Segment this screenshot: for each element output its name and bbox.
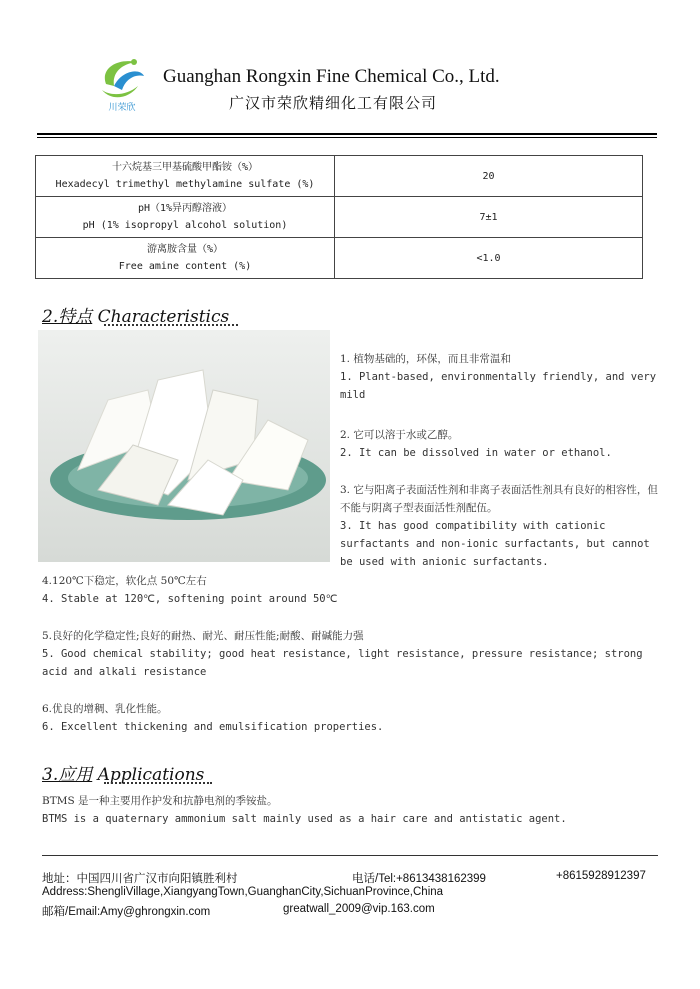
item-en: 6. Excellent thickening and emulsification properties. [42,721,384,733]
title-dotted-underline [104,782,212,784]
item-en: 1. Plant-based, environmentally friendly, and very mild [340,371,657,401]
row-name-en: Hexadecyl trimethyl methylamine sulfate (%) [55,179,315,190]
table-cell-value: <1.0 [335,238,643,279]
section-number: 3.应用 [42,765,93,785]
table-cell-name [36,197,335,238]
header-rule [37,133,657,135]
characteristic-item-3 [340,481,662,571]
row-name-cn: 十六烷基三甲基硫酸甲酯铵（%） [111,162,259,173]
applications-cn: BTMS 是一种主要用作护发和抗静电剂的季铵盐。 [42,795,278,807]
table-cell-value: 20 [335,156,643,197]
footer-address-en: Address:ShengliVillage,XiangyangTown,GuanghanCity,SichuanProvince,China [42,886,444,898]
footer-address-cn: 地址：中国四川省广汉市向阳镇胜利村 [42,873,238,885]
applications-text [42,792,658,828]
footer-email-2: greatwall_2009@vip.163.com [283,903,435,915]
footer-email: 邮箱/Email:Amy@ghrongxin.com [42,906,211,918]
row-name-en: Free amine content (%) [118,261,252,272]
item-en: 4. Stable at 120℃, softening point around 50℃ [42,593,338,605]
item-en: 3. It has good compatibility with cationic surfactants and non-ionic surfactants, but cannot be used with anionic surfactants. [340,520,650,568]
characteristic-item-4 [42,572,658,608]
characteristic-item-6 [42,700,658,736]
company-name-cn: 广汉市荣欣精细化工有限公司 [229,94,438,112]
row-name-cn: pH（1%异丙醇溶液） [137,203,233,214]
logo-text: 川荣欣 [108,103,136,113]
footer-phone: 电话/Tel:+8613438162399 [352,873,486,885]
section-title-en: Applications [97,765,205,785]
table-row [36,238,643,279]
table-cell-name [36,156,335,197]
product-photo [38,330,330,562]
title-dotted-underline [104,324,238,326]
item-cn: 3. 它与阳离子表面活性剂和非离子表面活性剂具有良好的相容性，但不能与阴离子型表面活性剂配伍。 [340,484,658,514]
item-en: 5. Good chemical stability; good heat resistance, light resistance, pressure resistance; strong acid and alkali resistance [42,648,643,678]
applications-en: BTMS is a quaternary ammonium salt mainly used as a hair care and antistatic agent. [42,813,567,825]
characteristic-item-1 [340,350,658,404]
company-name-en: Guanghan Rongxin Fine Chemical Co., Ltd. [163,66,500,87]
header-rule-thin [37,137,657,138]
table-row [36,156,643,197]
section-title-en: Characteristics [97,307,230,327]
characteristic-item-2 [340,426,658,462]
item-en: 2. It can be dissolved in water or ethanol. [340,447,612,459]
table-row [36,197,643,238]
spec-table [35,155,643,279]
item-cn: 1. 植物基础的，环保，而且非常温和 [340,353,511,365]
footer-phone-2: +8615928912397 [556,870,646,882]
footer-rule [42,855,658,856]
section-number: 2.特点 [42,307,93,327]
item-cn: 6.优良的增稠、乳化性能。 [42,703,168,715]
item-cn: 5.良好的化学稳定性;良好的耐热、耐光、耐压性能;耐酸、耐碱能力强 [42,630,364,642]
item-cn: 4.120℃下稳定，软化点 50℃左右 [42,575,207,587]
row-name-en: pH (1% isopropyl alcohol solution) [82,220,288,231]
item-cn: 2. 它可以溶于水或乙醇。 [340,429,459,441]
company-logo [92,50,152,116]
table-cell-value: 7±1 [335,197,643,238]
characteristic-item-5 [42,627,662,681]
row-name-cn: 游离胺含量（%） [146,244,224,255]
table-cell-name [36,238,335,279]
